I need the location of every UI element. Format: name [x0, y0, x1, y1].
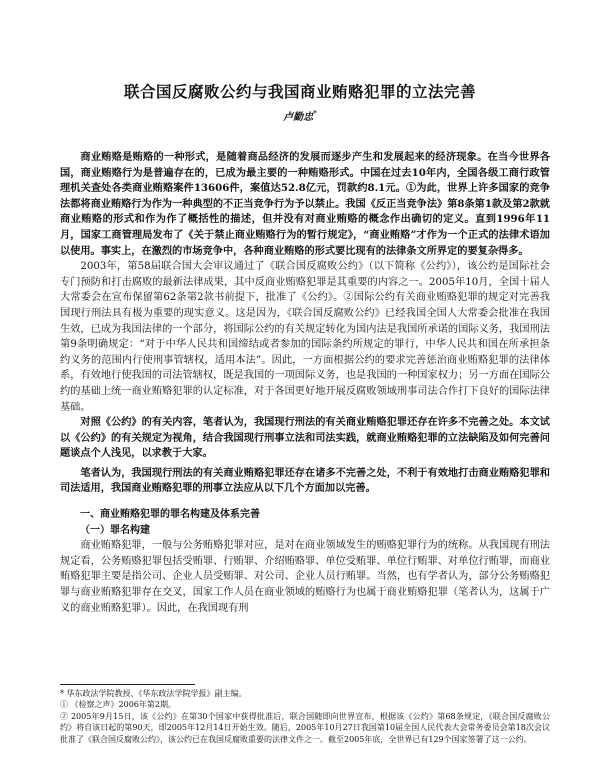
footnotes	[60, 688, 550, 745]
footnote-divider	[60, 684, 195, 685]
footnote-2: ② 2005年9月15日，该《公约》在第30个国家中获得批准后，联合国随即向世界宣布，根据该《公约》第68条规定，《联合国反腐败公约》将自该日起的第90天，即2005年12月14日开始生效。随后，2005年10月27日我国第10届全国人民代表大会常务委员会第18次会议批准了《联合国反腐败公约》，该公约已在我国反腐败重要的法律文件之一。截至2005年底，全世界已有129个国家签署了这一公约。	[60, 711, 550, 744]
footnote-1: ① 《检察之声》2006年第2期。	[60, 700, 176, 710]
subsection-heading: （一）罪名构建	[80, 524, 150, 536]
paragraph-section-body: 商业贿赂犯罪，一般与公务贿赂犯罪对应，是对在商业领域发生的贿赂犯罪行为的统称。从我国现有刑法规定看，公务贿赂犯罪包括受贿罪、行贿罪、介绍贿赂罪、单位受贿罪、单位行贿罪、对单位行贿罪，而商业贿赂犯罪主要是指公司、企业人员受贿罪、对公司、企业人员行贿罪。当然，也有学者认为，部分公务贿赂犯罪与商业贿赂犯罪存在交叉，国家工作人员在商业领域的贿赂行为也属于商业贿赂犯罪（笔者认为，这属于广义的商业贿赂犯罪）。因此，在我国现有刑	[60, 540, 550, 614]
author-footnote-mark: *	[313, 108, 317, 118]
footnote-author: * 华东政法学院教授、《华东政法学院学报》副主编。	[60, 689, 247, 698]
paragraph-thesis: 笔者认为，我国现行刑法的有关商业贿赂犯罪还存在诸多不完善之处，不利于有效地打击商业贿赂犯罪和司法适用，我国商业贿赂犯罪的刑事立法应从以下几个方面加以完善。	[60, 466, 550, 495]
body-text	[60, 150, 550, 616]
author-name: 卢勤忠	[283, 112, 314, 123]
paragraph-intro: 商业贿赂是贿赂的一种形式，是随着商品经济的发展而逐步产生和发展起来的经济现象。在当今世界各国，商业贿赂行为是普遍存在的，已成为最主要的一种贿赂形式。中国在过去10年内，全国各级工商行政管理机关查处各类商业贿赂案件13606件，案值达52.8亿元，罚款约8.1元。①为此，世界上许多国家的竞争法都将商业贿赂行为作为一种典型的不正当竞争行为予以禁止。我国《反正当竞争法》第8条第1款及第2款就商业贿赂的形式和作为作了概括性的描述，但并没有对商业贿赂的概念作出确切的定义。直到1996年11月，国家工商管理局发布了《关于禁止商业贿赂行为的暂行规定》，“商业贿赂”才作为一个正式的法律术语加以使用。事实上，在激烈的市场竞争中，各种商业贿赂的形式要比现有的法律条文所界定的要复杂得多。	[60, 151, 550, 257]
section-heading: 一、商业贿赂犯罪的罪名构建及体系完善	[80, 509, 260, 521]
author-line	[0, 108, 600, 123]
paragraph-aim: 对照《公约》的有关内容，笔者认为，我国现行刑法的有关商业贿赂犯罪还存在许多不完善之处。本文试以《公约》的有关规定为视角，结合我国现行刑事立法和司法实践，就商业贿赂犯罪的立法缺陷及如何完善问题谈点个人浅见，以求教于大家。	[60, 416, 550, 460]
paper-title: 联合国反腐败公约与我国商业贿赂犯罪的立法完善	[123, 83, 476, 101]
paragraph-convention: 2003年，第58届联合国大会审议通过了《联合国反腐败公约》（以下简称《公约》），该公约是国际社会专门预防和打击腐败的最新法律成果，其中反商业贿赂犯罪是其重要的内容之一。2005年10月，全国十届人大常委会在宣布保留第62条第2款书前提下，批准了《公约》。②国际公约有关商业贿赂犯罪的规定对完善我国现行刑法具有极为重要的现实意义。这是因为，《联合国反腐败公约》已经我国全国人大常委会批准在我国生效，已成为我国法律的一个部分，将国际公约的有关规定转化为国内法是我国所承诺的国际义务，我国刑法第9条明确规定：“对于中华人民共和国缔结或者参加的国际条约所规定的罪行，中华人民共和国在所承担条约义务的范围内行使刑事管辖权，适用本法”。因此，一方面根据公约的要求完善惩治商业贿赂犯罪的法律体系，有效地行使我国的司法管辖权，既是我国的一项国际义务，也是我国的一种国家权力；另一方面在国际公约的基础上统一商业贿赂犯罪的认定标准，对于各国更好地开展反腐败领域刑事司法合作打下良好的国际法律基础。	[60, 261, 550, 413]
